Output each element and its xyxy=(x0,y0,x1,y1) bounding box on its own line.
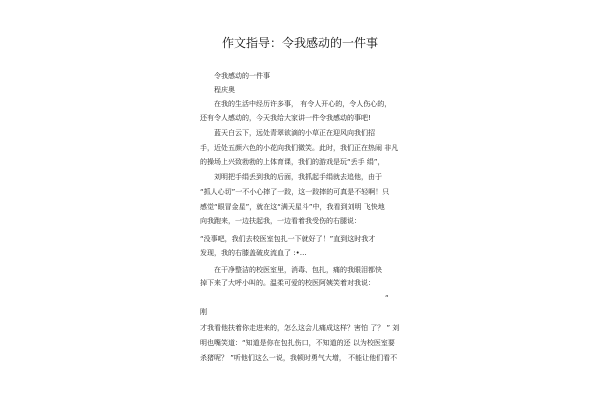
author-name: 程庆奥 xyxy=(214,86,235,94)
paragraph-line: 在我的生活中经历许多事， 有令人开心的，令人伤心的， xyxy=(214,100,392,108)
paragraph-line: 掉下来了大呼小叫的。温柔可爱的校医阿姨笑着对我说： xyxy=(200,279,375,287)
paragraph-line: 感觉“眼冒金星”，就在这“满天星斗”中，我看到刘明 飞快地 xyxy=(200,203,385,211)
paragraph-line: 蓝天白云下，远处青翠欲滴的小草正在迎风向我们招 xyxy=(214,129,375,137)
paragraph-line: 才我看他扶着你走进来的，怎么这会儿痛成这样？害怕 了？ ” 刘 xyxy=(200,324,400,332)
paragraph-line: “抓人心切”一不小心摔了一跤，这一跤摔的可真是不轻啊！只 xyxy=(200,188,390,196)
paragraph-line: 刚 xyxy=(200,308,207,316)
essay-title: 令我感动的一件事 xyxy=(214,72,270,80)
paragraph-line: 手，近处五颜六色的小花向我们微笑。此时，我们正在热闹 非凡 xyxy=(200,144,399,152)
paragraph-line: 明也嘴笑道：“知道是你在包扎伤口，不知道的还 以为校医室要 xyxy=(200,339,395,347)
quote-mark: “ xyxy=(385,294,389,302)
paragraph-line: 向我跑来，一边扶起我，一边看着我受伤的右腿说： xyxy=(200,217,361,225)
paragraph-line: 的操场上兴致勃勃的上体育课，我们的游戏是玩“丢手 绢”， xyxy=(200,158,385,166)
paragraph-line: 发现，我的右膝盖破皮流血了 :•… xyxy=(200,249,307,257)
page-title: 作文指导：令我感动的一件事 xyxy=(221,36,378,50)
paragraph-line: “没事吧，我们去校医室包扎一下就好了！”直到这时我才 xyxy=(200,235,376,243)
paragraph-line: 还有令人感动的，今天我给大家讲一件令我感动的事吧! xyxy=(200,114,371,122)
paragraph-line: 在干净整洁的校医室里，消毒、包扎，痛的我眼泪都快 xyxy=(214,266,382,274)
paragraph-line: 杀猪呢？ ”听他们这么一说，我顿时勇气大增， 不能让他们看不 xyxy=(200,354,398,362)
paragraph-line: 刘明把手绢丢到我的后面，我抓起手绢就去追他，由于 xyxy=(214,173,382,181)
